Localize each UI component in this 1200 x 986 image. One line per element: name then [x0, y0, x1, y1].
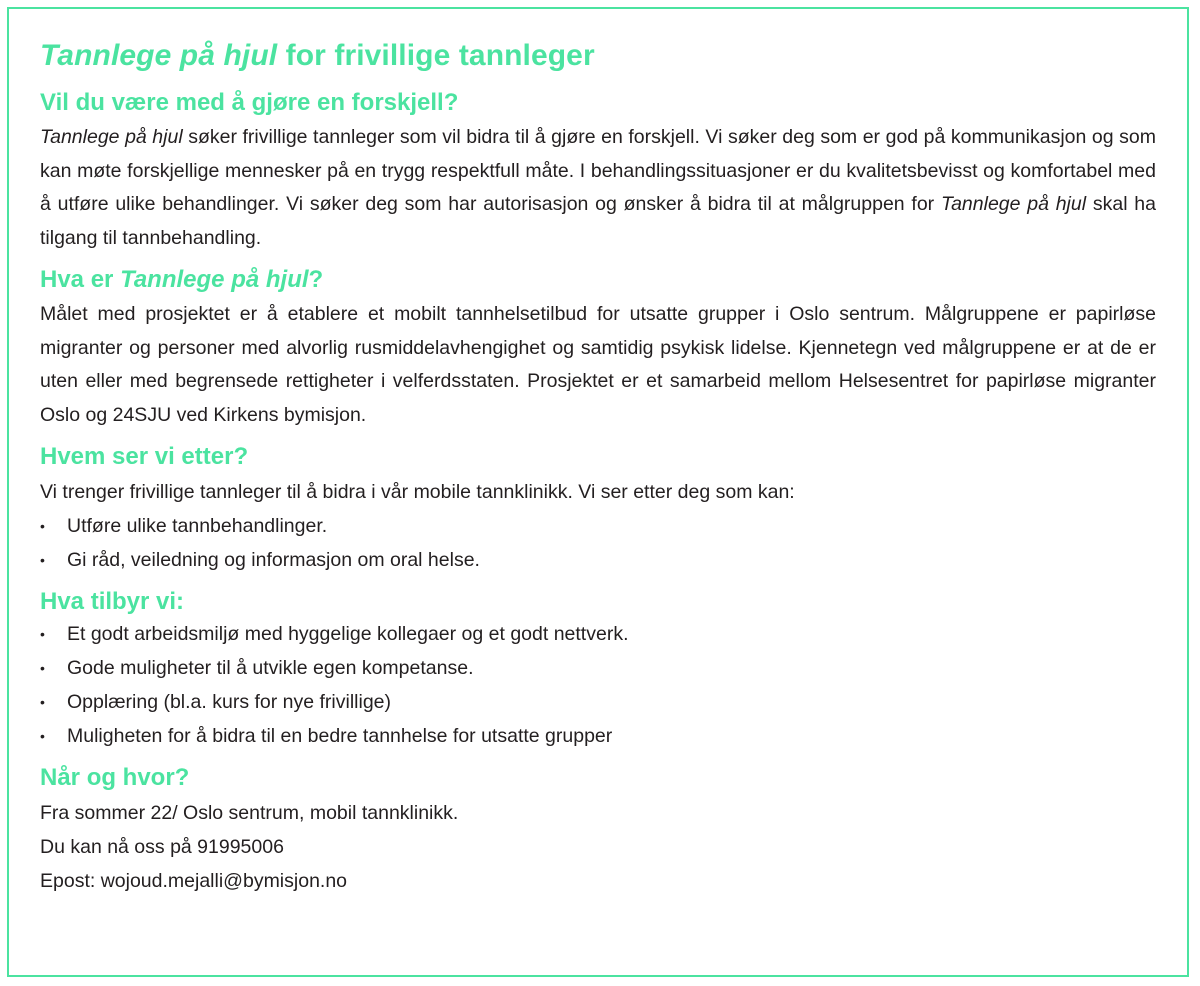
section-who-intro: Vi trenger frivillige tannleger til å bidra i vår mobile tannklinikk. Vi ser etter deg som kan: — [40, 481, 795, 503]
title-rest: for frivillige tannleger — [277, 39, 595, 72]
what-heading-italic: Tannlege på hjul — [120, 266, 309, 293]
who-list — [40, 509, 1156, 577]
intro-italic-2: Tannlege på hjul — [940, 193, 1087, 215]
bullet-icon: • — [40, 728, 45, 744]
bullet-icon: • — [40, 518, 45, 534]
section-when-heading: Når og hvor? — [40, 764, 190, 791]
list-item — [40, 617, 1156, 651]
list-item-text: Gi råd, veiledning og informasjon om oral helse. — [67, 549, 480, 571]
bullet-icon: • — [40, 626, 45, 642]
title-italic: Tannlege på hjul — [40, 39, 278, 72]
section-intro-paragraph — [40, 121, 1156, 255]
intro-text-2: skal ha tilgang til tannbehandling. — [40, 193, 1156, 249]
when-line-location: Fra sommer 22/ Oslo sentrum, mobil tannklinikk. — [40, 802, 459, 824]
section-when — [40, 763, 1156, 898]
list-item-text: Muligheten for å bidra til en bedre tannhelse for utsatte grupper — [67, 725, 613, 747]
when-line-email: Epost: wojoud.mejalli@bymisjon.no — [40, 870, 348, 892]
list-item — [40, 651, 1156, 685]
list-item-text: Et godt arbeidsmiljø med hyggelige kollegaer og et godt nettverk. — [67, 623, 629, 645]
section-offer — [40, 587, 1156, 753]
list-item — [40, 509, 1156, 543]
bullet-icon: • — [40, 552, 45, 568]
what-heading-suffix: ? — [308, 266, 324, 293]
offer-list — [40, 617, 1156, 753]
section-what — [40, 265, 1156, 432]
bullet-icon: • — [40, 660, 45, 676]
what-heading-prefix: Hva er — [40, 266, 121, 293]
section-intro-heading: Vil du være med å gjøre en forskjell? — [40, 89, 459, 116]
section-who-heading: Hvem ser vi etter? — [40, 443, 249, 470]
bullet-icon: • — [40, 694, 45, 710]
section-intro — [40, 88, 1156, 255]
document-content — [40, 36, 1156, 898]
section-what-paragraph: Målet med prosjektet er å etablere et mobilt tannhelsetilbud for utsatte grupper i Oslo sentrum. Målgruppene er papirløse migranter og personer med alvorlig rusmiddelavhengighet og samtidig psykisk lidelse. Kjennetegn ved målgruppene er at de er uten eller med begrensede rettigheter i velferdsstaten. Prosjektet er et samarbeid mellom Helsesentret for papirløse migranter Oslo og 24SJU ved Kirkens bymisjon. — [40, 303, 1156, 426]
intro-italic-1: Tannlege på hjul — [40, 126, 183, 148]
list-item-text: Gode muligheter til å utvikle egen kompetanse. — [67, 657, 474, 679]
list-item — [40, 543, 1156, 577]
list-item — [40, 685, 1156, 719]
section-who — [40, 442, 1156, 577]
page-title — [40, 36, 1156, 76]
intro-text-1: søker frivillige tannleger som vil bidra til å gjøre en forskjell. Vi søker deg som er god på kommunikasjon og som kan møte forskjellige mennesker på en trygg respektfull måte. I behandlingssituasjoner er du kvalitetsbevisst og komfortabel med å utføre ulike behandlinger. Vi søker deg som har autorisasjon og ønsker å bidra til at målgruppen for — [40, 126, 1156, 215]
list-item-text: Utføre ulike tannbehandlinger. — [67, 515, 328, 537]
list-item — [40, 719, 1156, 753]
section-offer-heading: Hva tilbyr vi: — [40, 588, 185, 615]
when-line-phone: Du kan nå oss på 91995006 — [40, 836, 284, 858]
list-item-text: Opplæring (bl.a. kurs for nye frivillige) — [67, 691, 392, 713]
section-what-heading — [40, 265, 1156, 295]
